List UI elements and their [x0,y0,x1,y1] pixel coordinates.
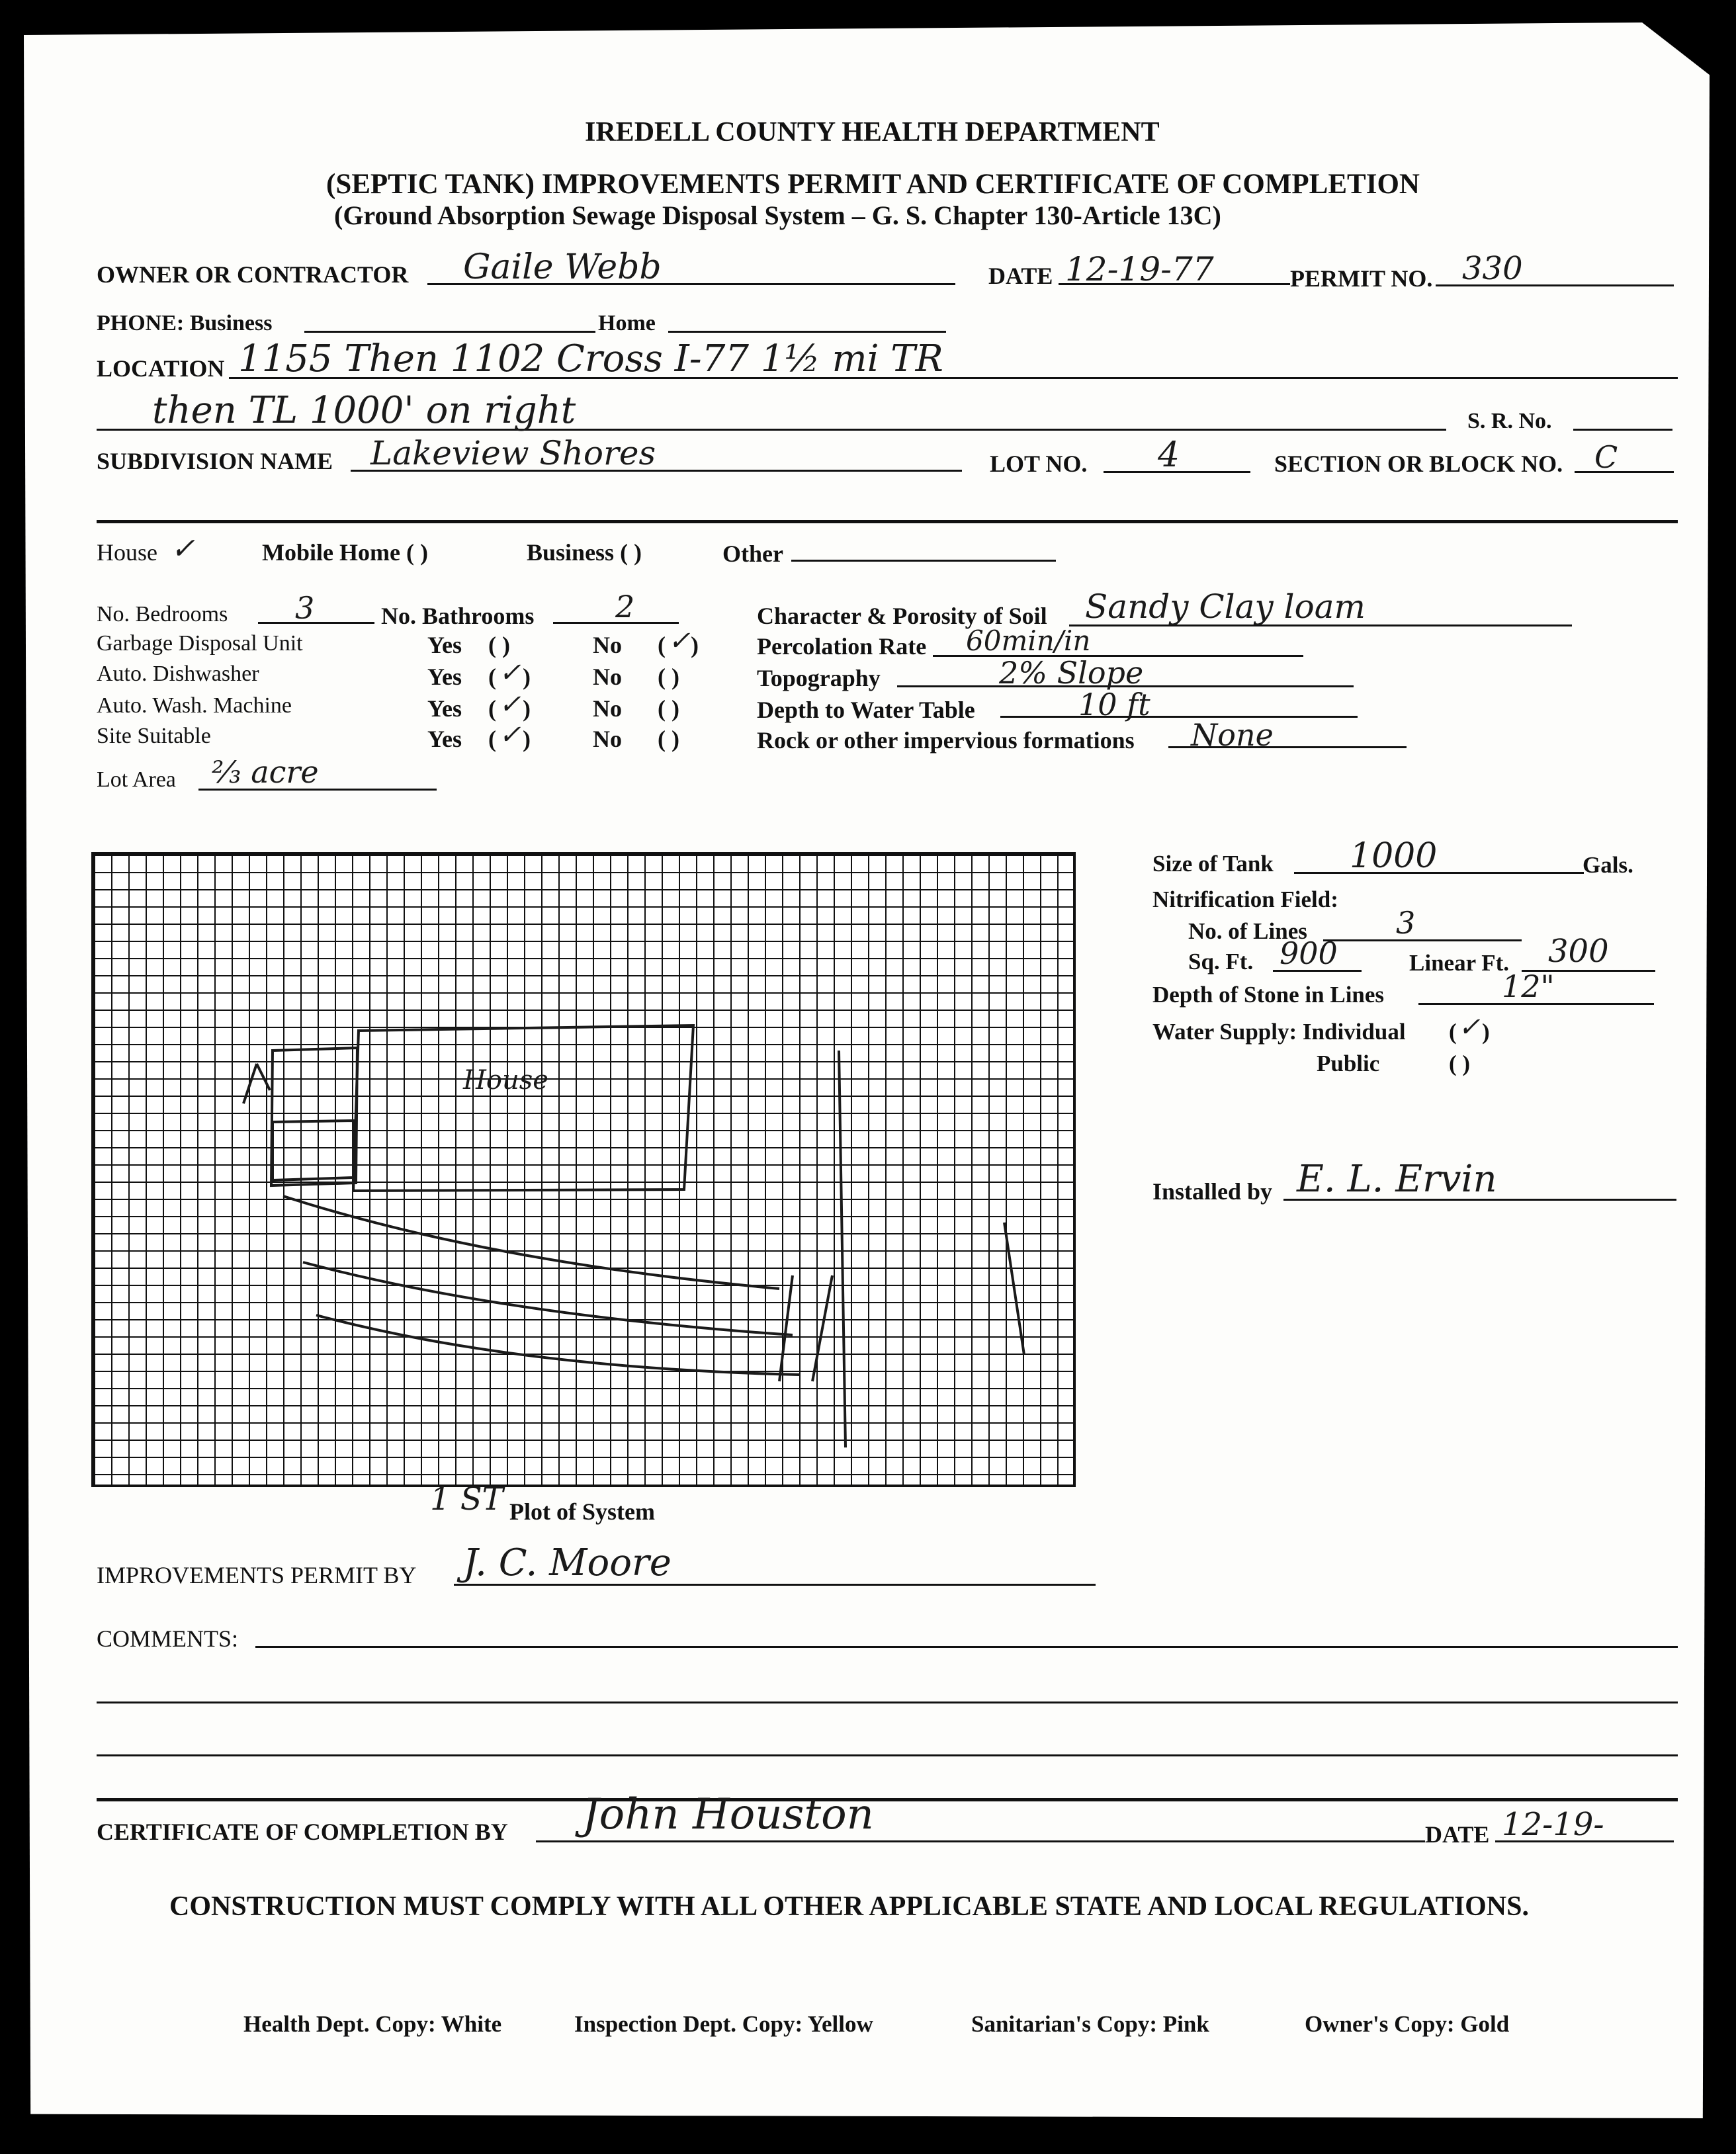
drain-line-3 [316,1315,799,1375]
mobile-home-label: Mobile Home ( ) [262,539,428,566]
individual-box-open: ( [1449,1019,1457,1045]
gals-label: Gals. [1583,852,1633,878]
linear-ft-value[interactable]: 300 [1548,933,1609,970]
phone-business-line [304,331,595,333]
topography-label: Topography [757,665,881,691]
wash-machine-yes-check[interactable]: ✓ [499,689,521,720]
house-check[interactable]: ✓ [171,532,195,566]
tank-size-label: Size of Tank [1152,851,1274,877]
sketch-house-label: House [463,1065,548,1096]
rock-label: Rock or other impervious formations [757,727,1135,754]
property-line [839,1051,1024,1447]
soil-value[interactable]: Sandy Clay loam [1085,587,1366,626]
tank-size-value[interactable]: 1000 [1350,836,1438,876]
sq-ft-label: Sq. Ft. [1188,949,1254,974]
comments-label: COMMENTS: [97,1625,239,1652]
certificate-by-label: CERTIFICATE OF COMPLETION BY [97,1819,508,1845]
wash-machine-yes-box-close: ) [523,695,531,722]
dishwasher-yes-label: Yes [427,664,462,690]
bedrooms-value[interactable]: 3 [295,590,315,626]
subdivision-label: SUBDIVISION NAME [97,448,333,474]
house-label: House [97,539,157,566]
linear-ft-label: Linear Ft. [1409,950,1510,976]
garbage-no-check[interactable]: ✓ [668,626,691,656]
location-label: LOCATION [97,355,225,382]
cert-date-value[interactable]: 12-19- [1502,1806,1604,1843]
other-label: Other [722,540,783,567]
individual-box-close: ) [1482,1019,1490,1045]
garbage-label: Garbage Disposal Unit [97,631,303,656]
site-suitable-yes-box-close: ) [523,726,531,752]
bedrooms-line [258,622,374,624]
installed-by-label: Installed by [1152,1178,1273,1205]
public-box[interactable]: ( ) [1449,1051,1471,1076]
garbage-no-box-close: ) [691,632,699,658]
form-title: (SEPTIC TANK) IMPROVEMENTS PERMIT AND CERTIFICATE OF COMPLETION [326,169,1420,200]
installed-by-value[interactable]: E. L. Ervin [1297,1158,1497,1201]
plot-sketch [91,852,1076,1487]
water-table-value[interactable]: 10 ft [1078,687,1150,722]
comments-line-1 [255,1646,1678,1648]
phone-business-label: PHONE: Business [97,311,273,335]
no-lines-value[interactable]: 3 [1396,905,1416,941]
depth-stone-value[interactable]: 12" [1502,969,1555,1004]
phone-home-line [668,331,946,333]
cert-date-label: DATE [1425,1821,1490,1848]
sr-no-label: S. R. No. [1467,409,1552,433]
site-suitable-label: Site Suitable [97,724,211,748]
water-table-label: Depth to Water Table [757,697,975,723]
comments-rule [97,1798,1678,1801]
wash-machine-yes-box-open: ( [488,695,496,722]
lot-area-label: Lot Area [97,767,176,792]
comments-line-3 [97,1754,1678,1756]
plot-prefix: 1 ST [430,1481,503,1518]
lot-no-value[interactable]: 4 [1158,435,1180,475]
dishwasher-yes-box-open: ( [488,664,496,690]
owner-label: OWNER OR CONTRACTOR [97,261,409,288]
soil-label: Character & Porosity of Soil [757,603,1047,629]
site-suitable-yes-box-open: ( [488,726,496,752]
individual-check[interactable]: ✓ [1458,1012,1481,1043]
sr-no-line [1573,429,1672,431]
bathrooms-label: No. Bathrooms [381,603,535,629]
agency-heading: IREDELL COUNTY HEALTH DEPARTMENT [585,117,1160,148]
sq-ft-value[interactable]: 900 [1280,935,1338,971]
date-value[interactable]: 12-19-77 [1065,250,1214,288]
water-table-line [1000,716,1358,718]
drain-line-2 [303,1262,793,1335]
wash-machine-label: Auto. Wash. Machine [97,693,292,718]
location-value-1[interactable]: 1155 Then 1102 Cross I-77 1½ mi TR [238,337,943,380]
certificate-by-signature[interactable]: John Houston [582,1790,874,1839]
site-suitable-yes-label: Yes [427,726,462,752]
copy-white: Health Dept. Copy: White [243,2011,502,2037]
phone-home-label: Home [598,311,656,335]
bathrooms-value[interactable]: 2 [615,589,635,625]
septic-tank-outline [273,1121,353,1180]
comments-line-2 [97,1702,1678,1703]
form-subtitle: (Ground Absorption Sewage Disposal System – G. S. Chapter 130-Article 13C) [334,200,1221,230]
no-lines-line [1323,939,1522,941]
wash-machine-no-box[interactable]: ( ) [658,695,679,722]
perc-label: Percolation Rate [757,633,927,660]
garbage-no-label: No [593,632,622,658]
depth-stone-label: Depth of Stone in Lines [1152,982,1385,1008]
site-suitable-no-box[interactable]: ( ) [658,726,679,752]
nitrification-label: Nitrification Field: [1152,886,1338,912]
corner-arrow [243,1064,270,1103]
site-suitable-no-label: No [593,726,622,752]
location-value-2[interactable]: then TL 1000' on right [152,389,576,432]
garbage-no-box-open: ( [658,632,666,658]
certificate-by-line [536,1840,1425,1842]
dishwasher-yes-box-close: ) [523,664,531,690]
perc-value[interactable]: 60min/in [966,625,1091,657]
owner-value[interactable]: Gaile Webb [463,247,662,287]
tank-size-line [1294,872,1584,874]
date-label: DATE [988,263,1053,289]
dishwasher-no-box[interactable]: ( ) [658,664,679,690]
other-line [791,560,1056,562]
business-label: Business ( ) [527,539,642,566]
dishwasher-label: Auto. Dishwasher [97,662,259,686]
wash-machine-yes-label: Yes [427,695,462,722]
section-block-label: SECTION OR BLOCK NO. [1274,451,1563,477]
lot-no-label: LOT NO. [990,451,1088,477]
topography-value[interactable]: 2% Slope [999,655,1144,691]
bedrooms-label: No. Bedrooms [97,602,228,626]
nitrification-boundary [779,1275,832,1381]
wash-machine-no-label: No [593,695,622,722]
water-supply-label: Water Supply: Individual [1152,1019,1406,1045]
public-label: Public [1317,1051,1380,1076]
section-block-line [1575,471,1674,473]
rock-value[interactable]: None [1191,717,1274,753]
plot-label: Plot of System [509,1498,655,1525]
dishwasher-no-label: No [593,664,622,690]
permit-no-value[interactable]: 330 [1462,250,1523,287]
copy-gold: Owner's Copy: Gold [1305,2011,1510,2037]
garbage-yes-label: Yes [427,632,462,658]
lot-area-value[interactable]: ⅔ acre [212,754,319,790]
separator-rule [97,520,1678,523]
permit-no-label: PERMIT NO. [1290,265,1433,292]
no-lines-label: No. of Lines [1188,918,1307,944]
porch-outline [271,1048,357,1185]
improvements-by-signature[interactable]: J. C. Moore [463,1541,672,1584]
improvements-by-label: IMPROVEMENTS PERMIT BY [97,1562,417,1588]
house-outline [353,1025,693,1191]
section-block-value[interactable]: C [1594,439,1618,475]
copy-pink: Sanitarian's Copy: Pink [971,2011,1209,2037]
dishwasher-yes-check[interactable]: ✓ [499,658,521,688]
copy-yellow: Inspection Dept. Copy: Yellow [574,2011,873,2037]
subdivision-value[interactable]: Lakeview Shores [370,434,656,472]
garbage-yes-box[interactable]: ( ) [488,632,510,658]
site-suitable-yes-check[interactable]: ✓ [499,720,521,750]
compliance-notice: CONSTRUCTION MUST COMPLY WITH ALL OTHER APPLICABLE STATE AND LOCAL REGULATIONS. [169,1891,1529,1922]
